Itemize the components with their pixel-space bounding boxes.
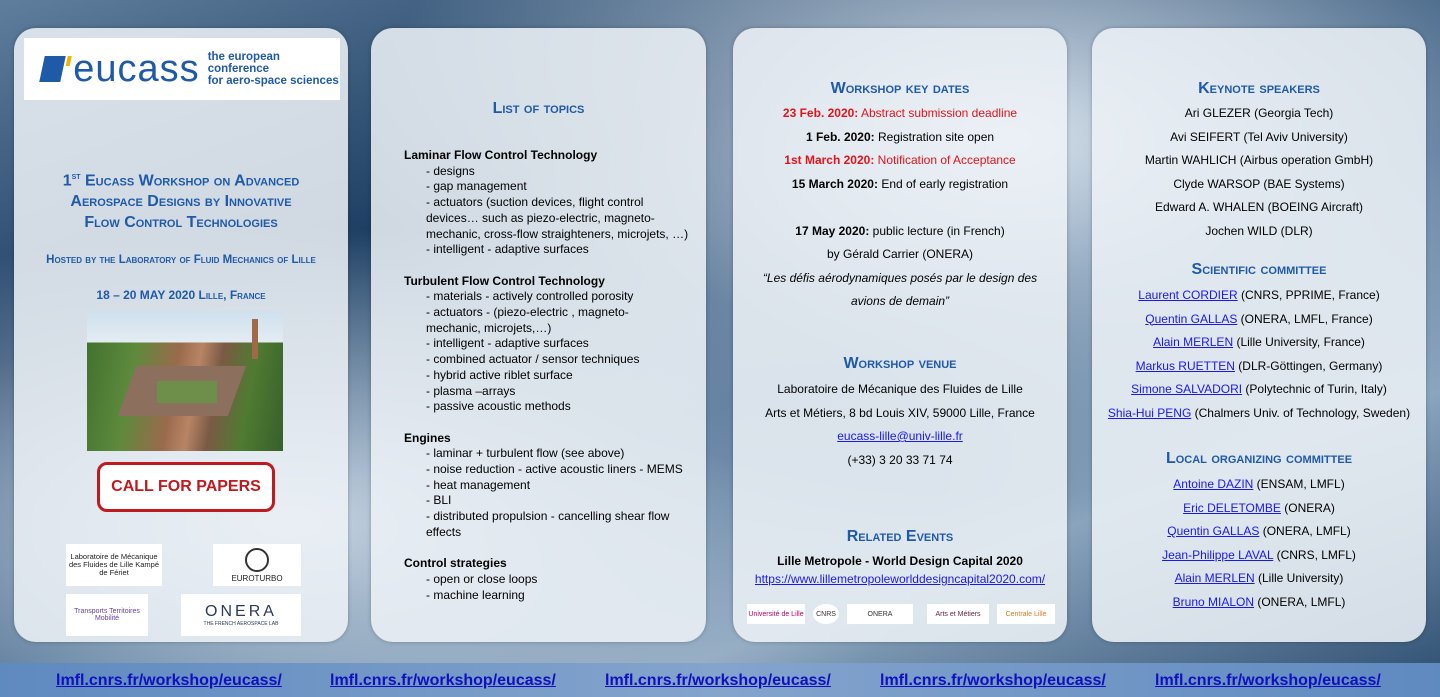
local-committee-member-link[interactable]: Eric DELETOMBE [1183,500,1281,515]
topic-item: - materials - actively controlled porosity [426,289,634,304]
workshop-title [14,166,348,233]
univ-lille-logo: Université de Lille [747,604,805,624]
footer-bar [0,663,1440,697]
keynote-speaker: Martin WAHLICH (Airbus operation GmbH) [1144,153,1374,167]
logo-tagline-1: the european conference [207,51,280,75]
panel-committees [1092,28,1426,642]
topic-item: - gap management [426,179,527,194]
local-committee-member [1092,591,1426,615]
onera-logo-small: ONERA [847,604,913,624]
onera-logo [181,594,301,636]
local-committee-member-affiliation: (ONERA, LMFL) [1259,524,1351,538]
date-item [733,173,1067,197]
scientific-committee-member-link[interactable]: Quentin GALLAS [1145,311,1238,326]
topic-item: - designs [426,163,475,178]
topic-item: - combined actuator / sensor techniques [426,352,640,367]
title-line-3: Flow Control Technologies [84,214,278,232]
keynote-speaker: Ari GLEZER (Georgia Tech) [1184,106,1334,120]
scientific-committee-member-link[interactable]: Alain MERLEN [1153,335,1234,349]
lecture-title-1: “Les défis aérodynamiques posés par le design des [762,270,1038,285]
topic-section-title: Control strategies [404,556,507,571]
footer-link[interactable]: lmfl.cnrs.fr/workshop/eucass/ [1155,672,1381,689]
related-events-heading: Related Events [846,528,954,545]
local-committee-list [1092,473,1426,614]
topic-item: - intelligent - adaptive surfaces [426,242,589,257]
key-dates-list [733,102,1067,314]
scientific-committee-list [1092,284,1426,425]
venue-info [733,378,1067,472]
lecture-title-2: avions de demain” [850,294,950,308]
scientific-committee-member [1092,402,1426,426]
topic-item: - actuators (suction devices, flight control [426,195,644,210]
date-1-text: Abstract submission deadline [858,106,1018,120]
panel-intro [14,28,348,642]
panel-topics [371,28,706,642]
lecture-text: public lecture (in French) [869,223,1005,238]
local-committee-member-affiliation: (ENSAM, LMFL) [1253,477,1345,491]
title-line-2: Aerospace Designs by Innovative [70,193,292,211]
spacer [733,196,1067,220]
keynote-list [1092,102,1426,243]
onera-text: ONERA [205,603,277,620]
scientific-committee-member [1092,284,1426,308]
local-committee-member-link[interactable]: Bruno MIALON [1172,594,1255,609]
eucass-logo [24,38,340,100]
scientific-committee-member-link[interactable]: Markus RUETTEN [1135,358,1235,373]
date-3-text: Notification of Acceptance [874,153,1016,167]
topic-item: - open or close loops [426,571,538,586]
local-committee-member-affiliation: (Lille University) [1254,571,1344,585]
cnrs-logo: CNRS [813,604,839,624]
venue-phone: (+33) 3 20 33 71 74 [847,452,953,467]
scientific-committee-heading: Scientific committee [1191,261,1327,278]
footer-link[interactable]: lmfl.cnrs.fr/workshop/eucass/ [880,672,1106,689]
local-committee-member-affiliation: (ONERA) [1280,500,1335,515]
photo-tower [252,319,258,359]
panel-info [733,28,1067,642]
title-line-1: Eucass Workshop on Advanced [80,172,300,190]
lecture-label: 17 May 2020: [795,223,870,238]
scientific-committee-member-affiliation: (ONERA, LMFL, France) [1237,311,1373,326]
topic-item: - intelligent - adaptive surfaces [426,336,589,351]
topic-item: - actuators - (piezo-electric , magneto- [426,305,629,320]
local-committee-member-link[interactable]: Quentin GALLAS [1167,524,1260,538]
date-item [733,126,1067,150]
events-link[interactable]: https://www.lillemetropoleworlddesigncapital2020.com/ [754,572,1046,586]
date-4-text: End of early registration [877,176,1009,191]
keynote-speaker: Edward A. WHALEN (BOEING Aircraft) [1154,200,1364,214]
topics-list [404,148,699,603]
logo-word: eucass [73,47,200,90]
local-committee-member [1092,473,1426,497]
events-line-1: Lille Metropole - World Design Capital 2020 [777,554,1023,568]
centrale-lille-logo: Centrale Lille [997,604,1055,624]
topic-gap [404,415,699,431]
lmfl-logo: Laboratoire de Mécanique des Fluides de Lille Kampé de Fériet [66,544,162,586]
scientific-committee-member-affiliation: (Chalmers Univ. of Technology, Sweden) [1191,405,1411,420]
topic-section-title: Turbulent Flow Control Technology [404,273,605,288]
date-1-label: 23 Feb. 2020: [782,106,859,120]
arts-metiers-logo: Arts et Métiers [927,604,989,624]
date-item [733,149,1067,173]
topic-gap [404,541,699,557]
key-dates-heading: Workshop key dates [830,80,970,97]
scientific-committee-member-link[interactable]: Laurent CORDIER [1138,288,1238,302]
topic-item: - passive acoustic methods [426,399,571,414]
keynote-speaker: Jochen WILD (DLR) [1205,223,1313,238]
keynote-heading: Keynote speakers [1198,80,1320,97]
date-2-label: 1 Feb. 2020: [805,129,875,144]
logo-tagline-2: for aero-space sciences [207,75,339,87]
title-prefix: 1 [62,172,72,190]
scientific-committee-member-affiliation: (DLR-Göttingen, Germany) [1234,358,1383,373]
keynote-speaker: Avi SEIFERT (Tel Aviv University) [1170,129,1348,144]
date-item [733,102,1067,126]
logo-tagline [208,51,340,87]
event-dates: 18 – 20 MAY 2020 Lille, France [96,288,266,302]
local-committee-member-link[interactable]: Alain MERLEN [1174,571,1255,585]
scientific-committee-member-link[interactable]: Shia-Hui PENG [1107,405,1192,420]
scientific-committee-member [1092,331,1426,355]
hosted-by: Hosted by the Laboratory of Fluid Mechanics of Lille [46,254,316,266]
scientific-committee-member [1092,355,1426,379]
local-committee-heading: Local organizing committee [1165,450,1353,467]
topic-item: - heat management [426,477,531,492]
topic-item: - noise reduction - active acoustic liners - MEMS [426,462,683,477]
ttm-logo: Transports Territoires Mobilité [66,594,148,636]
footer-link[interactable]: lmfl.cnrs.fr/workshop/eucass/ [330,672,556,689]
local-committee-member-link[interactable]: Jean-Philippe LAVAL [1162,547,1274,562]
title-sup: st [71,171,81,182]
scientific-committee-member [1092,378,1426,402]
topic-item: - plasma –arrays [426,383,516,398]
footer-link[interactable]: lmfl.cnrs.fr/workshop/eucass/ [605,672,831,689]
topic-section-title: Engines [404,430,451,445]
lecture-date [733,220,1067,244]
topic-item: mechanic, cross-flow straighteners, microjets, …) [426,226,689,241]
scientific-committee-member-affiliation: (Lille University, France) [1233,335,1365,349]
topic-item: - hybrid active riblet surface [426,367,573,382]
topics-heading: List of topics [492,100,585,117]
scientific-committee-member-affiliation: (CNRS, PPRIME, France) [1237,288,1380,302]
campus-photo [87,311,283,451]
date-3-label: 1st March 2020: [784,153,875,167]
local-committee-member [1092,497,1426,521]
topic-item: - machine learning [426,587,525,602]
topic-item: - laminar + turbulent flow (see above) [426,446,625,461]
venue-line-2: Arts et Métiers, 8 bd Louis XIV, 59000 Lille, France [765,405,1035,420]
venue-heading: Workshop venue [843,355,957,372]
topic-gap [404,258,699,274]
venue-line-1: Laboratoire de Mécanique des Fluides de Lille [777,382,1023,396]
call-for-papers-button[interactable]: CALL FOR PAPERS [97,462,275,512]
topic-section-title: Laminar Flow Control Technology [404,148,598,162]
partner-logos [747,604,1057,624]
venue-email-link[interactable]: eucass-lille@univ-lille.fr [837,429,963,443]
scientific-committee-member-link[interactable]: Simone SALVADORI [1131,382,1243,396]
topic-item: effects [426,524,462,539]
topic-item: mechanic, microjets,…) [426,320,552,335]
euroturbo-text: EUROTURBO [231,573,283,583]
date-2-text: Registration site open [874,129,995,144]
local-committee-member-affiliation: (CNRS, LMFL) [1273,547,1356,562]
photo-courtyard [157,381,217,403]
local-committee-member-link[interactable]: Antoine DAZIN [1173,477,1254,491]
onera-subtext: THE FRENCH AEROSPACE LAB [203,621,279,627]
lecture-by: by Gérald Carrier (ONERA) [826,247,974,261]
scientific-committee-member [1092,308,1426,332]
euroturbo-logo [213,544,301,586]
local-committee-member [1092,567,1426,591]
topic-item: - distributed propulsion - cancelling shear flow [426,509,670,524]
euroturbo-ring-icon [245,548,269,572]
footer-link[interactable]: lmfl.cnrs.fr/workshop/eucass/ [56,672,282,689]
eucass-logo-icon [39,56,66,82]
keynote-speaker: Clyde WARSOP (BAE Systems) [1173,176,1345,191]
topic-item: devices… such as piezo-electric, magneto- [426,210,655,225]
topic-item: - BLI [426,493,452,508]
date-4-label: 15 March 2020: [791,176,878,191]
local-committee-member [1092,520,1426,544]
related-events [733,552,1067,588]
local-committee-member [1092,544,1426,568]
scientific-committee-member-affiliation: (Polytechnic of Turin, Italy) [1242,382,1387,396]
local-committee-member-affiliation: (ONERA, LMFL) [1254,594,1346,609]
